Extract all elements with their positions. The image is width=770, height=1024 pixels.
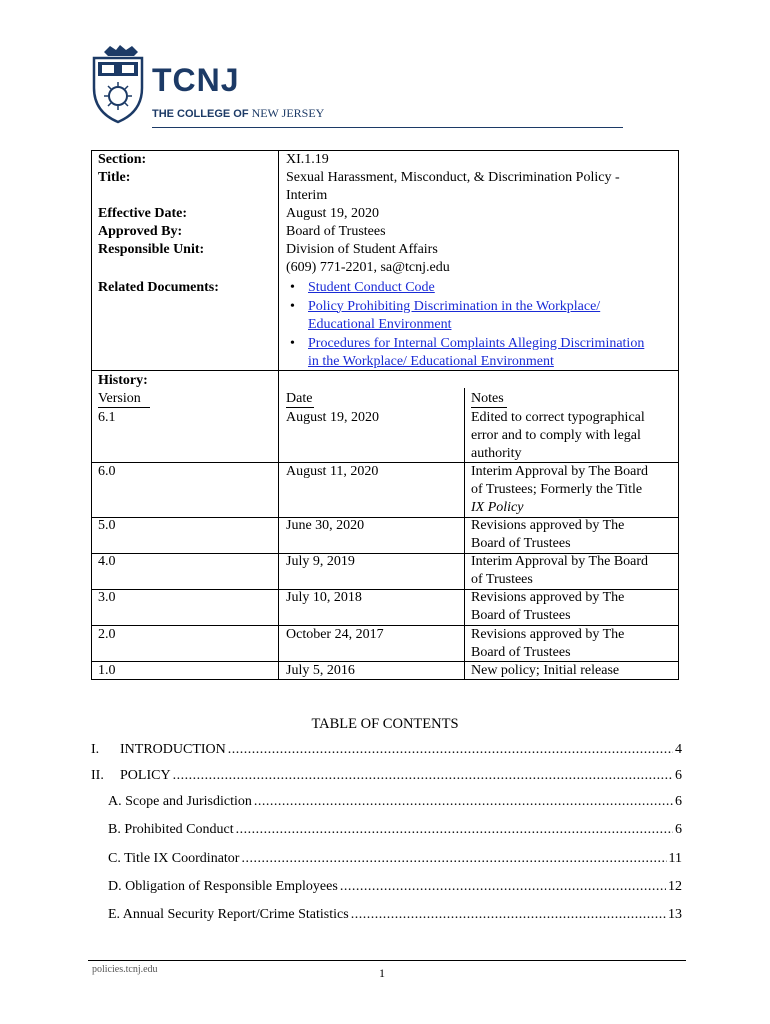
history-notes [471,553,648,589]
toc-entry-scope[interactable] [108,794,682,810]
toc-entry-text: D. Obligation of Responsible Employees [108,879,338,894]
toc-entry-page: 11 [668,851,682,866]
history-note-line: Board of Trustees [471,608,571,623]
section-label: Section: [98,152,147,167]
history-note-line: Revisions approved by The [471,627,625,642]
history-note-line: IX Policy [471,500,524,515]
history-version: 6.0 [98,464,116,479]
toc-entry-page: 12 [668,879,682,894]
logo-subtitle-prefix: THE COLLEGE OF [152,108,249,120]
toc-leader-dots [228,742,673,758]
history-version: 5.0 [98,518,116,533]
toc-entry-text: E. Annual Security Report/Crime Statistics [108,907,349,922]
related-document-link[interactable]: Educational Environment [308,317,452,332]
toc-leader-dots [351,907,666,923]
responsible-unit-line2: (609) 771-2201, sa@tcnj.edu [286,260,450,275]
logo-wordmark: TCNJ [152,62,240,98]
history-note-line: New policy; Initial release [471,663,620,678]
toc-entry-text: B. Prohibited Conduct [108,822,234,837]
title-value-line1: Sexual Harassment, Misconduct, & Discrimination Policy - [286,170,620,185]
related-document-item[interactable] [286,279,676,298]
toc-entry-number: II. [91,768,104,783]
history-column-divider [464,388,465,680]
college-logo [90,44,325,124]
history-version: 2.0 [98,627,116,642]
footer-divider [88,960,686,961]
effective-date-value: August 19, 2020 [286,206,379,221]
related-document-item[interactable] [286,335,676,372]
history-note-line: authority [471,446,522,461]
history-notes [471,589,624,625]
toc-leader-dots [340,879,666,895]
history-version: 6.1 [98,410,116,425]
responsible-unit-label: Responsible Unit: [98,242,205,257]
related-document-link[interactable]: Student Conduct Code [308,280,435,295]
toc-title: TABLE OF CONTENTS [311,716,459,732]
related-document-link[interactable]: in the Workplace/ Educational Environment [308,354,554,369]
toc-entry-text: A. Scope and Jurisdiction [108,794,252,809]
history-version: 1.0 [98,663,116,678]
related-document-item[interactable] [286,298,676,335]
toc-leader-dots [241,851,666,867]
toc-entry-page: 6 [675,768,682,783]
history-column-divider [278,388,279,680]
toc-leader-dots [254,794,673,810]
history-notes [471,463,648,517]
history-date: July 9, 2019 [286,554,355,569]
history-notes [471,662,619,680]
responsible-unit-line1: Division of Student Affairs [286,242,438,257]
toc-entry-text: POLICY [120,768,171,783]
history-note-line: Edited to correct typographical [471,410,645,425]
toc-entry-page: 6 [675,822,682,837]
history-date: July 10, 2018 [286,590,362,605]
footer-page-number: 1 [379,966,385,980]
toc-leader-dots [236,822,673,838]
history-header-notes: Notes [471,391,504,406]
history-date: August 19, 2020 [286,410,379,425]
effective-date-label: Effective Date: [98,206,188,221]
related-document-link[interactable]: Policy Prohibiting Discrimination in the Workplace/ [308,298,601,314]
history-note-line: Revisions approved by The [471,590,625,605]
related-document-link[interactable]: Procedures for Internal Complaints Alleging Discrimination [308,335,645,351]
toc-entry-page: 6 [675,794,682,809]
history-header-date: Date [286,391,313,406]
logo-subtitle [152,106,324,121]
history-notes [471,626,624,662]
toc-entry-number: I. [91,742,100,757]
table-column-divider [278,150,279,393]
approved-by-label: Approved By: [98,224,183,239]
history-label: History: [98,373,148,388]
history-note-line: Board of Trustees [471,536,571,551]
history-note-line: error and to comply with legal [471,428,641,443]
related-documents-label: Related Documents: [98,280,219,295]
toc-entry-page: 13 [668,907,682,922]
footer-site: policies.tcnj.edu [92,964,158,975]
history-date: June 30, 2020 [286,518,365,533]
title-label: Title: [98,170,131,185]
history-notes [471,517,624,553]
date-header-underline [286,407,314,408]
history-header-version: Version [98,391,141,406]
approved-by-value: Board of Trustees [286,224,386,239]
history-note-line: Interim Approval by The Board [471,464,649,479]
toc-entry-security-report[interactable] [108,907,682,923]
header-divider [152,127,623,128]
history-note-line: of Trustees; Formerly the Title [471,482,643,497]
history-note-line: Interim Approval by The Board [471,554,649,569]
toc-leader-dots [173,768,673,784]
toc-entry-introduction[interactable] [120,742,682,758]
history-note-line [471,481,648,499]
history-notes [471,409,645,463]
toc-entry-prohibited-conduct[interactable] [108,822,682,838]
history-note-line: of Trustees [471,572,533,587]
college-seal-icon [90,44,146,124]
related-documents-list [286,279,676,372]
toc-entry-title-ix-coordinator[interactable] [108,851,682,867]
title-value-line2: Interim [286,188,328,203]
toc-entry-responsible-employees[interactable] [108,879,682,895]
toc-entry-policy[interactable] [120,768,682,784]
logo-subtitle-suffix: NEW JERSEY [251,106,325,120]
history-date: July 5, 2016 [286,663,355,678]
history-version: 4.0 [98,554,116,569]
toc-entry-text: INTRODUCTION [120,742,226,757]
history-note-line: Board of Trustees [471,645,571,660]
history-note-line: Revisions approved by The [471,518,625,533]
toc-entry-page: 4 [675,742,682,757]
history-date: October 24, 2017 [286,627,384,642]
history-date: August 11, 2020 [286,464,379,479]
toc-entry-text: C. Title IX Coordinator [108,851,240,866]
history-version: 3.0 [98,590,116,605]
notes-header-underline [471,407,507,408]
section-value: XI.1.19 [286,152,329,167]
version-header-underline [98,407,150,408]
